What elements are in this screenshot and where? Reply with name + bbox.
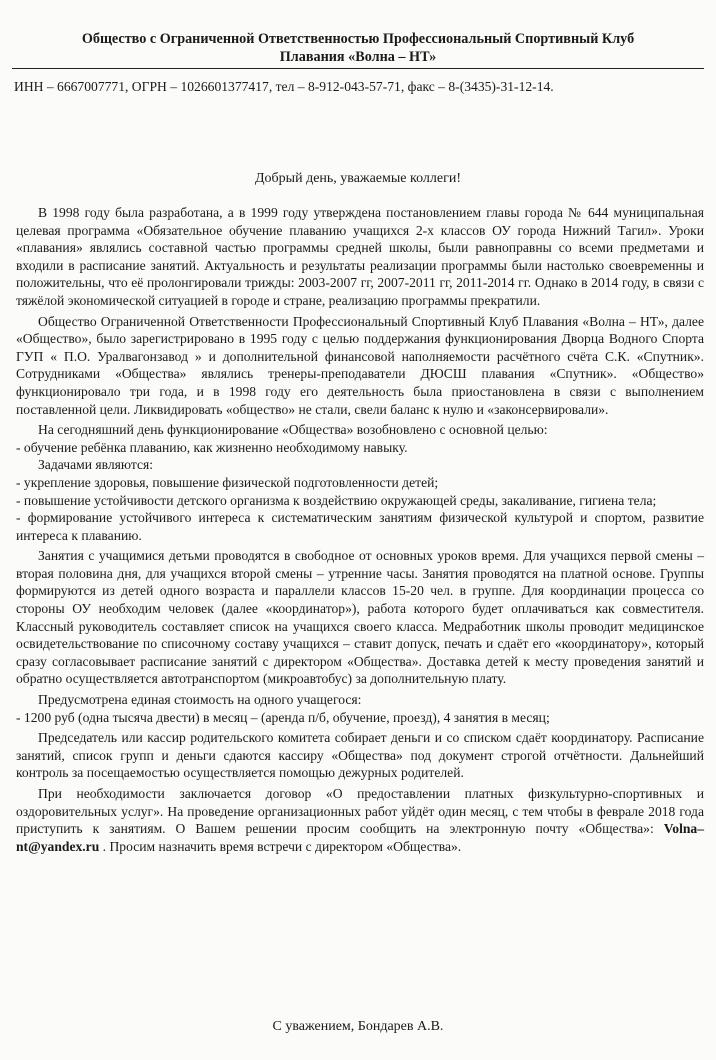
paragraph-payment-process: Председатель или кассир родительского комитета собирает деньги и со списком сдаёт координатору. Расписание занятий, список групп и деньги сдаются кассиру «Общества» под документ строгой отчётности. Дальнейший контроль за посещаемостью осуществляется помощью дежурных родителей.: [16, 730, 704, 781]
signature: С уважением, Бондарев А.В.: [272, 1019, 444, 1034]
price-item: - 1200 руб (одна тысяча двести) в месяц – (аренда п/б, обучение, проезд), 4 занятия в месяц;: [16, 709, 550, 725]
paragraph-price-heading: Предусмотрена единая стоимость на одного учащегося:: [38, 692, 362, 708]
contract-text-start: При необходимости заключается договор «О предоставлении платных физкультурно-спортивных и оздоровительных услуг». На проведение организационных работ уйдёт один месяц, с тем чтобы в феврале 2018 года приступить к занятиям. О Вашем решении просим сообщить на электронную почту «Общества»:: [16, 786, 704, 837]
letter-body: [16, 204, 704, 855]
paragraph-society-history: Общество Ограниченной Ответственности Профессиональный Спортивный Клуб Плавания «Волна – НТ», далее «Общество», было зарегистрировано в 1995 году с целью поддержания функционирования Дворца Водного Спорта ГУП « П.О. Уралвагонзавод » и дополнительной финансовой наполняемости расчётного счёта С.К. «Спутник». Сотрудниками «Общества» являлись тренеры-преподаватели ДЮСШ плавания «Спутник». «Общество» функционировало три года, и в 1998 году его деятельность была приостановлена в связи с выполнением поставленной цели. Ликвидировать «общество» не стали, свели баланс к нулю и «законсервировали».: [16, 313, 704, 417]
paragraph-current-goal: На сегодняшний день функционирование «Общества» возобновлено с основной целью:: [38, 422, 548, 438]
paragraph-program-history: В 1998 году была разработана, а в 1999 году утверждена постановлением главы города № 644 муниципальная целевая программа «Обязательное обучение плаванию учащихся 2-х классов ОУ города Нижний Тагил». Уроки «плавания» являлись составной частью программы средней школы, были равноправны со всеми предметами и входили в расписание занятий. Актуальность и результаты реализации программы были настолько своевременны и положительны, что её пролонгировали трижды: 2003-2007 гг, 2007-2011 гг, 2011-2014 гг. Однако в 2014 году, в связи с тяжёлой экономической ситуацией в городе и стране, реализацию программы прекратили.: [16, 205, 704, 308]
org-name-line-1: Общество с Ограниченной Ответственностью Профессиональный Спортивный Клуб: [81, 31, 635, 47]
task-item-interest: - формирование устойчивого интереса к систематическим занятиям физической культурой и спортом, развитие интереса к плаванию.: [16, 510, 704, 543]
paragraph-lessons-organization: Занятия с учащимися детьми проводятся в свободное от основных уроков время. Для учащихся первой смены – вторая половина дня, для учащихся второй смены – утренние часы. Занятия проводятся на платной основе. Группы формируются из детей одного возраста и параллели классов 15-20 чел. в группе. Для координации процесса со стороны ОУ необходим человек (далее «координатор»), работа которого будет оплачиваться как совместителя. Классный руководитель составляет список на учащихся своего класса. Медработник школы проводит медицинское освидетельствование по списочному составу учащихся – ставит допуск, печать и сдаёт его «координатору», который сразу согласовывает расписание занятий с директором «Общества». Доставка детей к месту проведения занятий и обратно осуществляется автотранспортом (микроавтобус) за дополнительную плату.: [16, 548, 704, 687]
requisites: ИНН – 6667007771, ОГРН – 1026601377417, тел – 8-912-043-57-71, факс – 8-(3435)-31-12-14.: [14, 79, 554, 94]
task-item-resistance: - повышение устойчивости детского организма к воздействию окружающей среды, закаливание, гигиена тела;: [16, 492, 657, 508]
contact-email: Volna–nt@yandex.ru: [16, 821, 704, 854]
paragraph-contract: [16, 785, 704, 855]
contract-text-end: . Просим назначить время встречи с директором «Общества».: [99, 838, 462, 854]
task-item-health: - укрепление здоровья, повышение физической подготовленности детей;: [16, 474, 439, 490]
org-name-line-2: Плавания «Волна – НТ»: [279, 49, 437, 65]
tasks-heading: Задачами являются:: [38, 457, 154, 473]
letterhead: [12, 30, 704, 69]
goal-item: - обучение ребёнка плаванию, как жизненно необходимому навыку.: [16, 439, 408, 455]
greeting: Добрый день, уважаемые коллеги!: [255, 171, 461, 186]
